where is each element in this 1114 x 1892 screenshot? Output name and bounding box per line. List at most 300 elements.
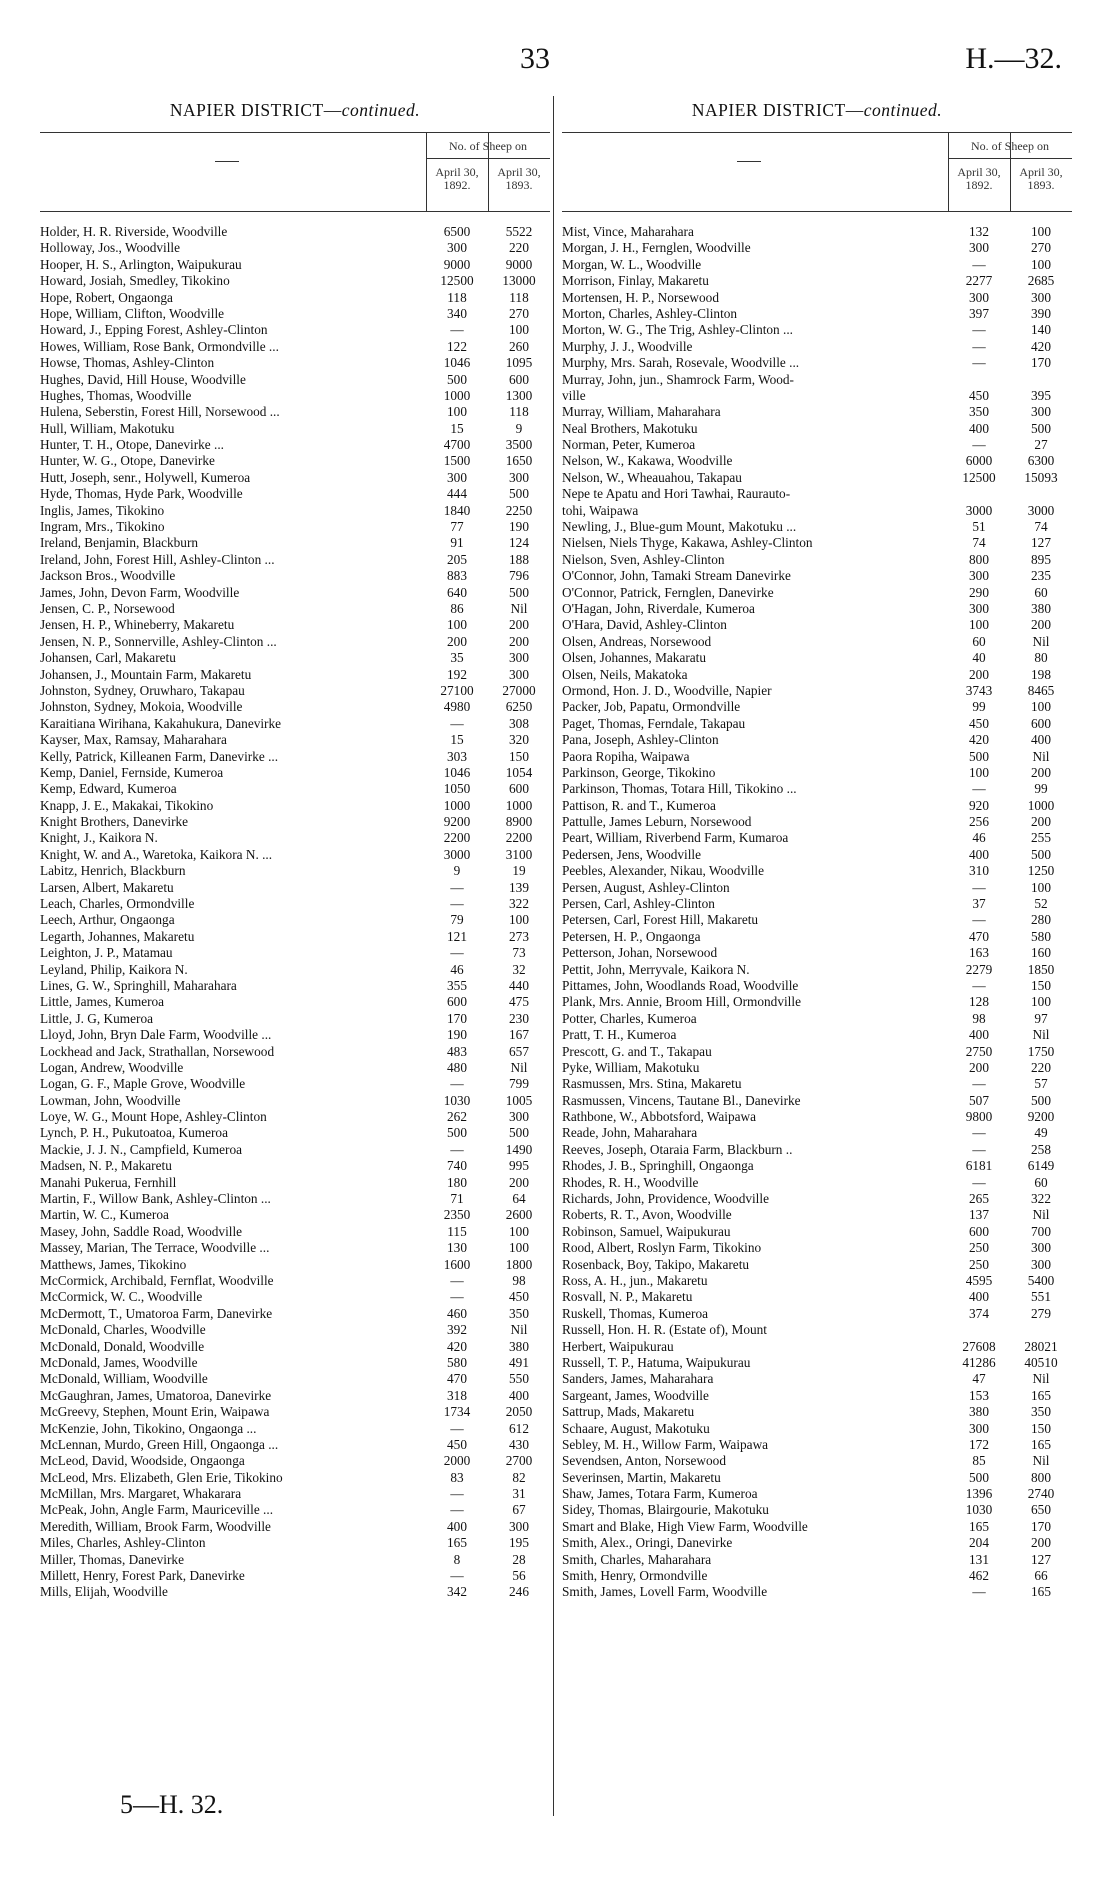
sheep-1892: — — [972, 879, 986, 895]
owner-name: Morton, Charles, Ashley-Clinton — [562, 305, 738, 321]
sheep-1892: 51 — [972, 519, 986, 535]
sheep-1893: 600 — [509, 371, 529, 387]
table-row — [562, 1027, 1072, 1043]
owner-name: Holloway, Jos., Woodville — [40, 240, 181, 256]
table-row — [40, 1257, 550, 1273]
owner-name: Schaare, August, Makotuku — [562, 1420, 710, 1436]
sheep-1892: — — [972, 256, 986, 272]
table-row — [562, 1502, 1072, 1518]
report-reference: H.—32. — [965, 42, 1062, 75]
sheep-1893: 2685 — [1027, 273, 1055, 289]
table-row — [40, 1552, 550, 1568]
owner-name: Leech, Arthur, Ongaonga — [40, 912, 175, 928]
sheep-1893: 450 — [509, 1289, 529, 1305]
sheep-1893: 300 — [1031, 1240, 1051, 1256]
sheep-1893: 118 — [509, 404, 529, 420]
sheep-1892: 3000 — [443, 846, 471, 862]
sheep-1892: 8 — [453, 1551, 461, 1567]
sheep-1893: 100 — [1031, 224, 1051, 239]
table-row — [40, 1437, 550, 1453]
right-column — [562, 100, 1072, 1601]
table-row — [562, 1289, 1072, 1305]
table-row — [562, 257, 1072, 273]
sheep-1893: 500 — [1031, 846, 1051, 862]
table-row — [40, 290, 550, 306]
table-row — [562, 1109, 1072, 1125]
owner-name: Ingram, Mrs., Tikokino — [40, 519, 165, 535]
table-row — [562, 1076, 1072, 1092]
owner-name: Persen, August, Ashley-Clinton — [562, 879, 730, 895]
owner-name: Rasmussen, Vincens, Tautane Bl., Danevirke — [562, 1092, 801, 1108]
sheep-1893: 270 — [509, 305, 529, 321]
sheep-1892: 420 — [969, 732, 989, 748]
owner-name: Sebley, M. H., Willow Farm, Waipawa — [562, 1436, 769, 1452]
sheep-1892: 9000 — [443, 256, 471, 272]
table-row — [562, 453, 1072, 469]
sheep-1892: 6181 — [965, 1158, 993, 1174]
sheep-1892: — — [450, 1486, 464, 1502]
owner-name: Ireland, Benjamin, Blackburn — [40, 535, 199, 551]
sheep-1892: 200 — [969, 1059, 989, 1075]
owner-name: Morton, W. G., The Trig, Ashley-Clinton ... — [562, 322, 794, 338]
sheep-1893: 580 — [1031, 928, 1051, 944]
owner-name: Reade, John, Maharahara — [562, 1125, 698, 1141]
owner-name: Miller, Thomas, Danevirke — [40, 1551, 184, 1567]
owner-name: Howard, J., Epping Forest, Ashley-Clinton — [40, 322, 268, 338]
owner-name: Madsen, N. P., Makaretu — [40, 1158, 172, 1174]
sheep-1893: 188 — [509, 551, 529, 567]
table-row — [562, 1519, 1072, 1535]
sheep-1892: 2200 — [443, 830, 471, 846]
sheep-1893: 73 — [512, 945, 526, 961]
sheep-1893: 551 — [1031, 1289, 1051, 1305]
table-row — [40, 1470, 550, 1486]
sheep-1893: 280 — [1031, 912, 1051, 928]
sheep-1893: 28021 — [1024, 1338, 1058, 1354]
owner-name: Morrison, Finlay, Makaretu — [562, 273, 709, 289]
sheep-1892: 500 — [447, 1125, 467, 1141]
sheep-1893: Nil — [510, 1322, 528, 1338]
owner-name: Rhodes, J. B., Springhill, Ongaonga — [562, 1158, 754, 1174]
sheep-1892: 290 — [969, 584, 989, 600]
sheep-1893: 300 — [509, 1109, 529, 1125]
sheep-1892: 99 — [972, 699, 986, 715]
sheep-1893: 600 — [1031, 715, 1051, 731]
sheep-1893: 350 — [1031, 1404, 1051, 1420]
sheep-header: No. of Sheep on — [971, 139, 1049, 153]
owner-name: Neal Brothers, Makotuku — [562, 420, 698, 436]
owner-name: Robinson, Samuel, Waipukurau — [562, 1223, 731, 1239]
table-row — [562, 503, 1072, 519]
owner-name: Rosenback, Boy, Takipo, Makaretu — [562, 1256, 750, 1272]
sheep-1892: 1000 — [443, 797, 471, 813]
owner-name: Sargeant, James, Woodville — [562, 1387, 709, 1403]
table-row — [562, 667, 1072, 683]
owner-name: Pettit, John, Merryvale, Kaikora N. — [562, 961, 750, 977]
sheep-1893: 235 — [1031, 568, 1051, 584]
sheep-1892: 3000 — [965, 502, 993, 518]
sheep-1893: 1095 — [505, 355, 533, 371]
sheep-1893: 380 — [1031, 600, 1051, 616]
sheep-1892: 920 — [969, 797, 989, 813]
sheep-1893: 8900 — [505, 814, 533, 830]
owner-name: Lloyd, John, Bryn Dale Farm, Woodville ... — [40, 1027, 272, 1043]
sheep-1893: 6250 — [505, 699, 533, 715]
sheep-1892: — — [450, 1289, 464, 1305]
table-row — [40, 372, 550, 388]
owner-name: Parkinson, George, Tikokino — [562, 764, 716, 780]
sheep-1892: — — [972, 1141, 986, 1157]
sheep-1892: 41286 — [962, 1354, 996, 1370]
sheep-1892: 60 — [972, 633, 986, 649]
sheep-1893: 160 — [1031, 945, 1051, 961]
sheep-1892: 318 — [447, 1387, 467, 1403]
owner-name: Mist, Vince, Maharahara — [562, 224, 694, 239]
sheep-1893: 100 — [1031, 994, 1051, 1010]
owner-name: Matthews, James, Tikokino — [40, 1256, 187, 1272]
table-row — [40, 1339, 550, 1355]
sheep-1892: 462 — [969, 1568, 989, 1584]
owner-name: O'Connor, Patrick, Fernglen, Danevirke — [562, 584, 774, 600]
owner-name: Petersen, Carl, Forest Hill, Makaretu — [562, 912, 759, 928]
sheep-1893: 255 — [1031, 830, 1051, 846]
table-row — [562, 1404, 1072, 1420]
sheep-1893: 246 — [509, 1584, 529, 1600]
sheep-1893: 1000 — [505, 797, 533, 813]
sheep-1893: 1800 — [505, 1256, 533, 1272]
sheep-1892: 265 — [969, 1191, 989, 1207]
sheep-1892: 46 — [972, 830, 986, 846]
owner-name: Knight, J., Kaikora N. — [40, 830, 158, 846]
table-row — [40, 1453, 550, 1469]
sheep-1893: Nil — [1032, 1371, 1050, 1387]
sheep-1893: Nil — [1032, 1453, 1050, 1469]
owner-name: Pedersen, Jens, Woodville — [562, 846, 702, 862]
table-row — [40, 978, 550, 994]
sheep-1892: 340 — [447, 305, 467, 321]
sheep-1893: 100 — [509, 322, 529, 338]
sheep-1893: 139 — [509, 879, 529, 895]
sheep-1893: 2700 — [505, 1453, 533, 1469]
sheep-1893: 27 — [1034, 437, 1048, 453]
table-row — [562, 552, 1072, 568]
owner-name: Smith, Charles, Maharahara — [562, 1551, 712, 1567]
table-row — [562, 1060, 1072, 1076]
sheep-1892: — — [450, 1420, 464, 1436]
sheep-1892: — — [972, 355, 986, 371]
name-column-dash — [737, 161, 761, 162]
sheep-1892: 480 — [447, 1059, 467, 1075]
sheep-1892: 4595 — [965, 1273, 993, 1288]
table-row — [562, 781, 1072, 797]
sheep-1892: 444 — [447, 486, 467, 502]
sheep-1892: — — [972, 322, 986, 338]
table-row — [562, 372, 1072, 388]
sheep-1893: 9 — [515, 420, 523, 436]
table-row — [562, 1388, 1072, 1404]
sheep-1892: 4700 — [443, 437, 471, 453]
table-row — [562, 1142, 1072, 1158]
sheep-1893: 1250 — [1027, 863, 1055, 879]
owner-name: Miles, Charles, Ashley-Clinton — [40, 1535, 206, 1551]
owner-name: Smith, James, Lovell Farm, Woodville — [562, 1584, 768, 1600]
sheep-1893: 13000 — [502, 273, 536, 289]
owner-name: Johnston, Sydney, Mokoia, Woodville — [40, 699, 243, 715]
table-row — [40, 1027, 550, 1043]
sheep-1892: 128 — [969, 994, 989, 1010]
table-row — [562, 1535, 1072, 1551]
sheep-1892: 470 — [969, 928, 989, 944]
table-row — [562, 1470, 1072, 1486]
table-row — [40, 1289, 550, 1305]
table-row — [40, 1584, 550, 1600]
sheep-1893: 1300 — [505, 387, 533, 403]
table-row — [562, 732, 1072, 748]
sheep-1893: Nil — [1032, 633, 1050, 649]
sheep-1892: 170 — [447, 1010, 467, 1026]
table-row — [40, 1306, 550, 1322]
sheep-1892: 180 — [447, 1174, 467, 1190]
table-row — [562, 1355, 1072, 1371]
owner-name: McDonald, Donald, Woodville — [40, 1338, 205, 1354]
sheep-1893: 100 — [509, 1223, 529, 1239]
sheep-1893: 500 — [509, 486, 529, 502]
owner-name: Mackie, J. J. N., Campfield, Kumeroa — [40, 1141, 242, 1157]
sheep-1893: 200 — [1031, 764, 1051, 780]
sheep-1892: 300 — [969, 240, 989, 256]
sheep-1892: 1600 — [443, 1256, 471, 1272]
sheep-1892: 15 — [450, 420, 464, 436]
sheep-1893: 57 — [1034, 1076, 1048, 1092]
table-row — [40, 404, 550, 420]
sheep-1893: 40510 — [1024, 1354, 1058, 1370]
table-row — [562, 1175, 1072, 1191]
table-row — [562, 1437, 1072, 1453]
owner-name: Hughes, Thomas, Woodville — [40, 387, 192, 403]
sheep-1893: 200 — [1031, 1535, 1051, 1551]
sheep-1893: 300 — [1031, 1256, 1051, 1272]
sheep-1892: 118 — [447, 289, 467, 305]
sheep-1892: 86 — [450, 600, 464, 616]
sheep-1892: 1046 — [443, 355, 471, 371]
sheep-1892: 250 — [969, 1240, 989, 1256]
owner-name: Kemp, Edward, Kumeroa — [40, 781, 177, 797]
owner-name: Loye, W. G., Mount Hope, Ashley-Clinton — [40, 1109, 267, 1125]
sheep-1893: 3100 — [505, 846, 533, 862]
sheep-1892: 2350 — [443, 1207, 471, 1223]
owner-name: Larsen, Albert, Makaretu — [40, 879, 174, 895]
sheep-1893: 198 — [1031, 666, 1051, 682]
owner-name: Morgan, J. H., Fernglen, Woodville — [562, 240, 751, 256]
table-row — [562, 585, 1072, 601]
table-row — [40, 1519, 550, 1535]
sheep-1892: 1050 — [443, 781, 471, 797]
table-row — [562, 994, 1072, 1010]
owner-name: Jensen, N. P., Sonnerville, Ashley-Clinton ... — [40, 633, 277, 649]
owner-name: Jensen, H. P., Whineberry, Makaretu — [40, 617, 235, 633]
table-row — [562, 1552, 1072, 1568]
table-row — [40, 1044, 550, 1060]
sheep-1893: 320 — [509, 732, 529, 748]
sheep-1892: 205 — [447, 551, 467, 567]
sheep-1893: 170 — [1031, 1518, 1051, 1534]
sheep-1892: 300 — [969, 289, 989, 305]
table-row — [562, 224, 1072, 240]
table-row — [562, 486, 1072, 502]
sheep-1892: 130 — [447, 1240, 467, 1256]
sheep-1893: 796 — [509, 568, 529, 584]
sheep-1892: 303 — [447, 748, 467, 764]
sheep-1893: 165 — [1031, 1387, 1051, 1403]
sheep-1893: 395 — [1031, 387, 1051, 403]
sheep-1892: 300 — [969, 568, 989, 584]
sheep-1893: Nil — [510, 600, 528, 616]
sheep-1893: 500 — [509, 1125, 529, 1141]
table-row — [562, 1240, 1072, 1256]
sheep-1893: 1000 — [1027, 797, 1055, 813]
owner-name: Hutt, Joseph, senr., Holywell, Kumeroa — [40, 469, 251, 485]
table-row — [40, 1076, 550, 1092]
owner-name: Severinsen, Martin, Makaretu — [562, 1469, 721, 1485]
sheep-1893: 74 — [1034, 519, 1048, 535]
owner-name: Rood, Albert, Roslyn Farm, Tikokino — [562, 1240, 762, 1256]
table-row — [40, 1093, 550, 1109]
owner-name: Reeves, Joseph, Otaraia Farm, Blackburn .. — [562, 1141, 793, 1157]
table-row — [562, 1322, 1072, 1338]
sheep-1893: 300 — [509, 1518, 529, 1534]
table-row — [40, 1568, 550, 1584]
sheep-1892: 400 — [969, 846, 989, 862]
owner-name: Millett, Henry, Forest Park, Danevirke — [40, 1568, 245, 1584]
table-row — [562, 1421, 1072, 1437]
owner-name: Massey, Marian, The Terrace, Woodville ... — [40, 1240, 270, 1256]
sheep-1893: 200 — [509, 617, 529, 633]
owner-name: Plank, Mrs. Annie, Broom Hill, Ormondville — [562, 994, 801, 1010]
sheep-1892: 250 — [969, 1256, 989, 1272]
sheep-1892: 300 — [969, 1420, 989, 1436]
sheep-1893: 165 — [1031, 1584, 1051, 1600]
sheep-1892: 300 — [447, 469, 467, 485]
table-row — [40, 683, 550, 699]
table-row — [40, 585, 550, 601]
owner-name: Meredith, William, Brook Farm, Woodville — [40, 1518, 271, 1534]
owner-name: Lockhead and Jack, Strathallan, Norsewood — [40, 1043, 275, 1059]
sheep-1893: 350 — [509, 1305, 529, 1321]
sheep-1893: 127 — [1031, 535, 1051, 551]
sheep-1892: 883 — [447, 568, 467, 584]
table-row — [40, 503, 550, 519]
table-row — [562, 1125, 1072, 1141]
sheep-1892: 300 — [969, 600, 989, 616]
sheep-1892: 98 — [972, 1010, 986, 1026]
sheep-1893: 150 — [1031, 1420, 1051, 1436]
sheep-1892: 2750 — [965, 1043, 993, 1059]
owner-name: Petterson, Johan, Norsewood — [562, 945, 718, 961]
owner-name: Jensen, C. P., Norsewood — [40, 600, 175, 616]
owner-name: Prescott, G. and T., Takapau — [562, 1043, 712, 1059]
sheep-1892: — — [972, 977, 986, 993]
table-row — [40, 273, 550, 289]
sheep-1893: 200 — [509, 1174, 529, 1190]
sheep-1893: 380 — [509, 1338, 529, 1354]
table-row — [562, 1339, 1072, 1355]
table-row — [40, 519, 550, 535]
sheep-1893: 440 — [509, 977, 529, 993]
sheep-1893: 322 — [509, 896, 529, 912]
sheep-1892: 1734 — [443, 1404, 471, 1420]
owner-name: Martin, W. C., Kumeroa — [40, 1207, 169, 1223]
table-row — [40, 1142, 550, 1158]
owner-name: James, John, Devon Farm, Woodville — [40, 584, 240, 600]
owner-name: Peart, William, Riverbend Farm, Kumaroa — [562, 830, 789, 846]
owner-name: McDonald, William, Woodville — [40, 1371, 208, 1387]
sheep-1892: — — [972, 1174, 986, 1190]
owner-name: Holder, H. R. Riverside, Woodville — [40, 224, 228, 239]
owner-name: Hooper, H. S., Arlington, Waipukurau — [40, 256, 242, 272]
sheep-1893: 2050 — [505, 1404, 533, 1420]
owner-name: Rosvall, N. P., Makaretu — [562, 1289, 693, 1305]
sheep-1893: 500 — [1031, 1092, 1051, 1108]
table-row — [562, 650, 1072, 666]
sheep-1893: 100 — [1031, 879, 1051, 895]
owner-name: McLeod, David, Woodside, Ongaonga — [40, 1453, 245, 1469]
owner-name: Sevendsen, Anton, Norsewood — [562, 1453, 726, 1469]
owner-name: Johansen, J., Mountain Farm, Makaretu — [40, 666, 252, 682]
table-row — [562, 535, 1072, 551]
sheep-1892: 121 — [447, 928, 467, 944]
sheep-1893: 799 — [509, 1076, 529, 1092]
table-row — [562, 404, 1072, 420]
sheep-1893: 124 — [509, 535, 529, 551]
table-row — [40, 880, 550, 896]
sheep-1893: 300 — [1031, 404, 1051, 420]
table-row — [562, 306, 1072, 322]
table-row — [562, 240, 1072, 256]
owner-name: Rasmussen, Mrs. Stina, Makaretu — [562, 1076, 742, 1092]
owner-name: Johnston, Sydney, Oruwharo, Takapau — [40, 682, 245, 698]
sheep-1892: 6500 — [443, 224, 471, 239]
sheep-1893: 49 — [1034, 1125, 1048, 1141]
sheep-1893: 475 — [509, 994, 529, 1010]
table-row — [562, 1371, 1072, 1387]
sheep-1893: 1054 — [505, 764, 533, 780]
sheep-1892: 1396 — [965, 1486, 993, 1502]
table-row — [40, 912, 550, 928]
table-row — [40, 1388, 550, 1404]
sheep-1892: 450 — [447, 1436, 467, 1452]
table-row — [562, 1257, 1072, 1273]
owner-name: Paora Ropiha, Waipawa — [562, 748, 690, 764]
col-1892: April 30, 1892. — [435, 165, 479, 192]
sheep-1892: 1840 — [443, 502, 471, 518]
sheep-1892: 400 — [447, 1518, 467, 1534]
sheep-1893: 612 — [509, 1420, 529, 1436]
table-row — [40, 1125, 550, 1141]
sheep-1893: 279 — [1031, 1305, 1051, 1321]
sheep-1892: 204 — [969, 1535, 989, 1551]
sheep-1892: 100 — [447, 404, 467, 420]
sheep-1892: 450 — [969, 387, 989, 403]
sheep-1893: 170 — [1031, 355, 1051, 371]
sheep-1892: — — [972, 912, 986, 928]
owner-name: Masey, John, Saddle Road, Woodville — [40, 1223, 243, 1239]
table-row — [562, 798, 1072, 814]
sheep-1893: 1850 — [1027, 961, 1055, 977]
sheep-1892: 500 — [447, 371, 467, 387]
sheep-1892: — — [450, 879, 464, 895]
sheep-1892: 15 — [450, 732, 464, 748]
table-row — [562, 388, 1072, 404]
